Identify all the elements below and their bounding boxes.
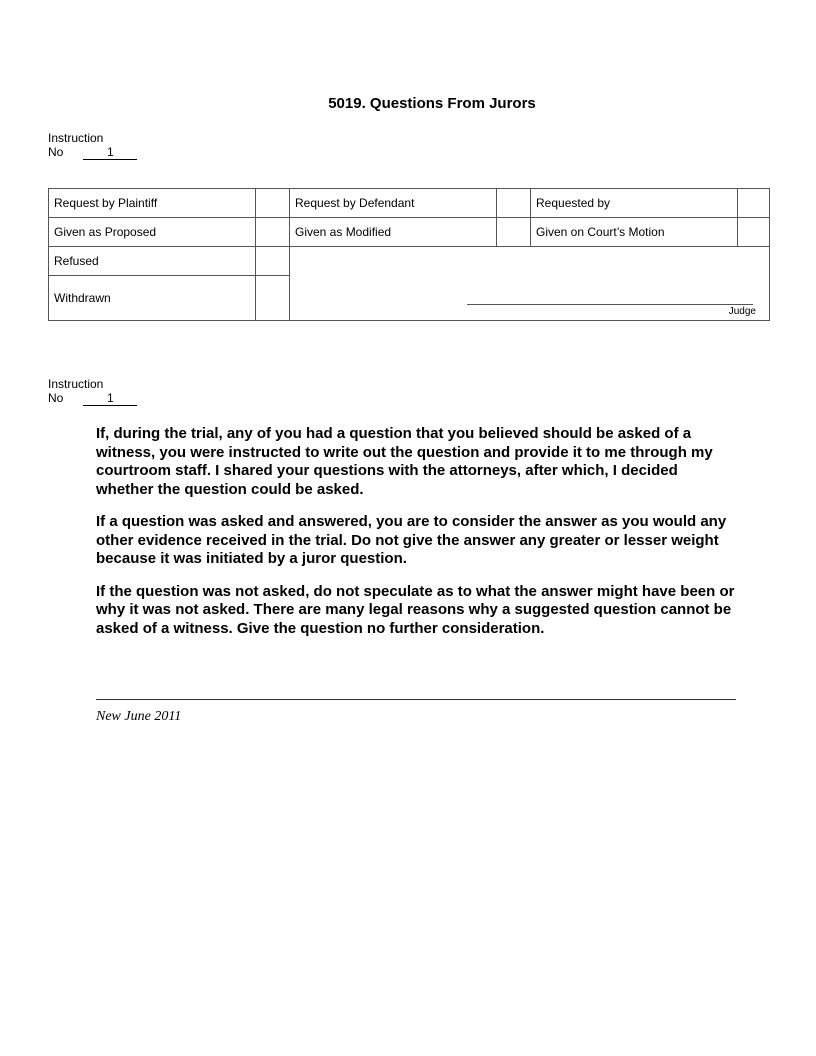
request-by-defendant-checkbox[interactable] bbox=[497, 189, 530, 217]
instruction-label: Instruction bbox=[48, 131, 104, 145]
request-by-plaintiff-label: Request by Plaintiff bbox=[54, 196, 158, 210]
given-on-courts-motion-label: Given on Court’s Motion bbox=[536, 225, 665, 239]
footer-divider bbox=[96, 699, 736, 700]
given-as-modified-checkbox[interactable] bbox=[497, 218, 530, 246]
instruction-body bbox=[96, 425, 736, 652]
disposition-table bbox=[48, 188, 770, 321]
instruction-paragraph: If the question was not asked, do not speculate as to what the answer might have been or why it was not asked. There are many legal reasons why a suggested question cannot be asked of a witness. Give the question no further consideration. bbox=[96, 582, 735, 637]
no-label: No bbox=[48, 145, 64, 159]
instruction-no-row bbox=[48, 391, 137, 406]
instruction-label: Instruction bbox=[48, 377, 104, 391]
request-by-defendant-label: Request by Defendant bbox=[295, 196, 415, 210]
given-as-proposed-label: Given as Proposed bbox=[54, 225, 157, 239]
given-as-modified-label: Given as Modified bbox=[295, 225, 392, 239]
instruction-paragraph: If, during the trial, any of you had a question that you believed should be asked of a witness, you were instructed to write out the question and provide it to me through my courtroom staff. I shared your questions with the attorneys, after which, I decided whether the question could be asked. bbox=[96, 425, 713, 498]
instruction-no-row bbox=[48, 145, 137, 160]
instruction-number-bottom bbox=[48, 377, 137, 406]
request-by-plaintiff-checkbox[interactable] bbox=[256, 189, 289, 217]
judge-signature-line[interactable] bbox=[467, 304, 753, 305]
judge-label: Judge bbox=[728, 306, 756, 317]
withdrawn-checkbox[interactable] bbox=[256, 276, 289, 320]
page-title: 5019. Questions From Jurors bbox=[328, 95, 536, 112]
given-on-courts-motion-checkbox[interactable] bbox=[738, 218, 769, 246]
instruction-paragraph: If a question was asked and answered, you are to consider the answer as you would any other evidence received in the trial. Do not give the answer any greater or lesser weight because it was initiated by a juror question. bbox=[96, 513, 727, 567]
requested-by-checkbox[interactable] bbox=[738, 189, 769, 217]
requested-by-label: Requested by bbox=[536, 196, 611, 210]
revision-note: New June 2011 bbox=[96, 709, 182, 724]
refused-checkbox[interactable] bbox=[256, 247, 289, 275]
withdrawn-label: Withdrawn bbox=[54, 291, 111, 305]
instruction-no-value: 1 bbox=[83, 146, 137, 160]
refused-label: Refused bbox=[54, 254, 99, 268]
instruction-no-value: 1 bbox=[83, 392, 137, 406]
no-label: No bbox=[48, 391, 64, 405]
given-as-proposed-checkbox[interactable] bbox=[256, 218, 289, 246]
instruction-number-top bbox=[48, 131, 137, 160]
